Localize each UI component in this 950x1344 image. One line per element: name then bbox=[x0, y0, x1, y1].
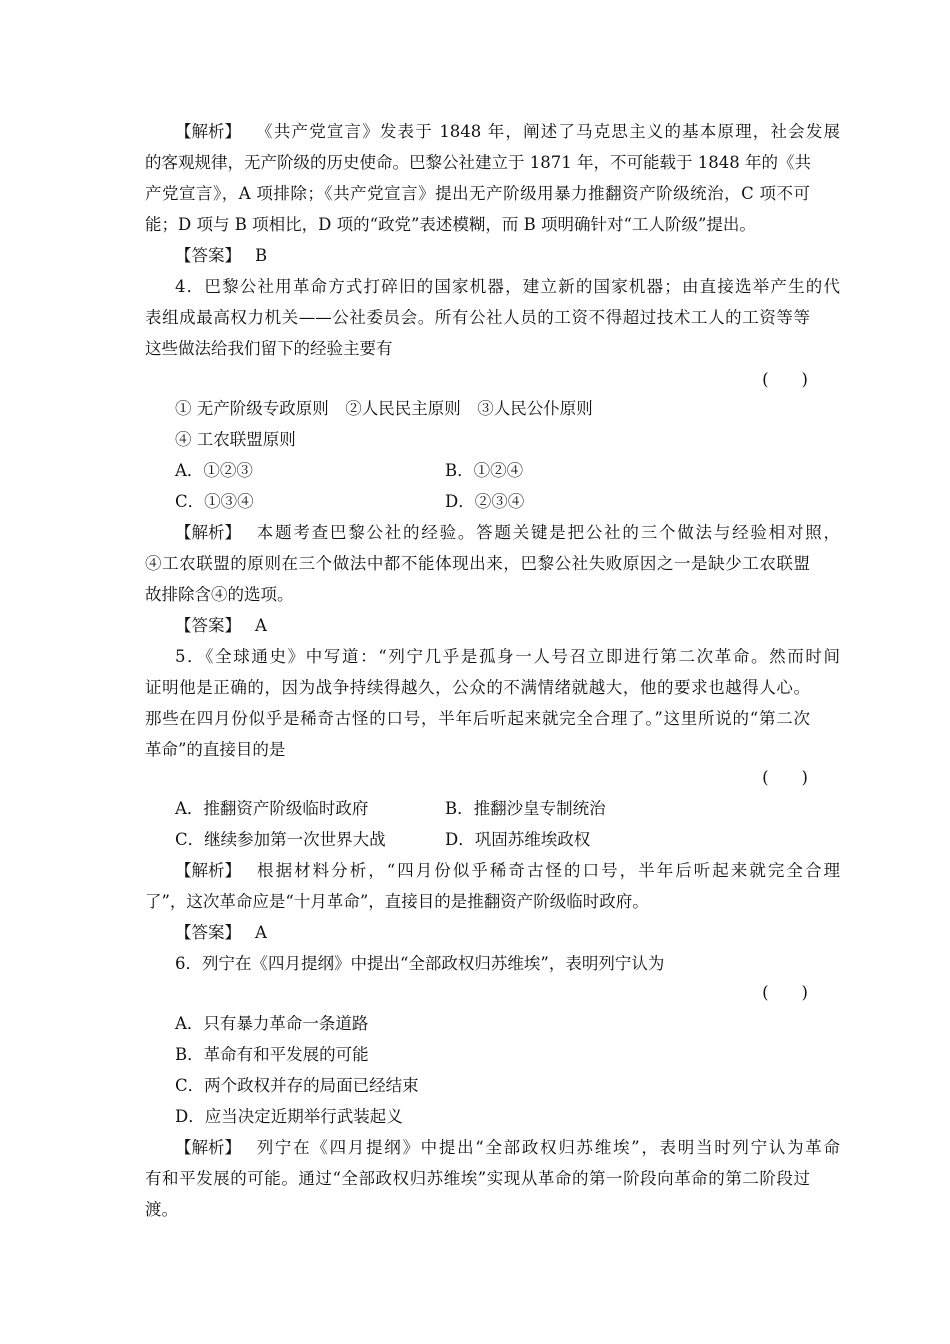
q4-answer bbox=[175, 616, 840, 636]
q6-option-d: D．应当决定近期举行武装起义 bbox=[175, 1107, 403, 1126]
q6-analysis-line-1: 【解析】 列宁在《四月提纲》中提出“全部政权归苏维埃”，表明当时列宁认为革命 bbox=[175, 1138, 840, 1157]
q6-option-a: A．只有暴力革命一条道路 bbox=[175, 1014, 369, 1033]
q4-answer-value: A bbox=[255, 616, 267, 635]
q6-option-b: B．革命有和平发展的可能 bbox=[175, 1045, 369, 1064]
q5-answer-blank: ( ) bbox=[762, 768, 808, 787]
q5-stem-line-2: 证明他是正确的，因为战争持续得越久，公众的不满情绪就越大，他的要求也越得人心。 bbox=[145, 678, 810, 697]
q5-option-d: D．巩固苏维埃政权 bbox=[445, 830, 591, 849]
q5-stem-line-4: 革命”的直接目的是 bbox=[145, 740, 286, 759]
answer-label: 【答案】 bbox=[175, 923, 241, 942]
q6-answer-blank: ( ) bbox=[762, 983, 808, 1002]
q6-analysis-line-3: 渡。 bbox=[145, 1200, 178, 1219]
q3-answer bbox=[175, 246, 840, 266]
q4-stem-line-3: 这些做法给我们留下的经验主要有 bbox=[145, 339, 393, 358]
q5-option-a: A．推翻资产阶级临时政府 bbox=[175, 799, 369, 818]
q4-answer-blank: ( ) bbox=[762, 370, 808, 389]
q4-option-b: B．①②④ bbox=[445, 461, 524, 480]
q4-stem-line-1: 4．巴黎公社用革命方式打碎旧的国家机器，建立新的国家机器；由直接选举产生的代 bbox=[175, 277, 840, 296]
q3-answer-value: B bbox=[255, 246, 268, 265]
q5-answer-value: A bbox=[255, 923, 267, 942]
q4-items-line-2: ④ 工农联盟原则 bbox=[175, 430, 296, 449]
q5-option-b: B．推翻沙皇专制统治 bbox=[445, 799, 606, 818]
q4-stem-line-2: 表组成最高权力机关——公社委员会。所有公社人员的工资不得超过技术工人的工资等等 bbox=[145, 308, 810, 327]
analysis-label: 【解析】 bbox=[175, 122, 241, 141]
q6-option-c: C．两个政权并存的局面已经结束 bbox=[175, 1076, 419, 1095]
q3-analysis-line-4: 能；D 项与 B 项相比，D 项的“政党”表述模糊，而 B 项明确针对“工人阶级”提出。 bbox=[145, 215, 756, 234]
q4-option-c: C．①③④ bbox=[175, 492, 254, 511]
answer-label: 【答案】 bbox=[175, 616, 241, 635]
q4-analysis-line-2: ④工农联盟的原则在三个做法中都不能体现出来，巴黎公社失败原因之一是缺少工农联盟 bbox=[145, 554, 810, 573]
q5-stem-line-3: 那些在四月份似乎是稀奇古怪的口号，半年后听起来就完全合理了。”这里所说的“第二次 bbox=[145, 709, 810, 728]
q5-answer bbox=[175, 923, 840, 943]
q3-analysis-line-1: 【解析】 《共产党宣言》发表于 1848 年，阐述了马克思主义的基本原理，社会发展 bbox=[175, 122, 840, 141]
q4-analysis-line-3: 故排除含④的选项。 bbox=[145, 585, 294, 604]
q3-analysis-line-2: 的客观规律，无产阶级的历史使命。巴黎公社建立于 1871 年，不可能载于 1848 年的《共 bbox=[145, 153, 811, 172]
q6-analysis-line-2: 有和平发展的可能。通过“全部政权归苏维埃”实现从革命的第一阶段向革命的第二阶段过 bbox=[145, 1169, 810, 1188]
analysis-label: 【解析】 bbox=[175, 1138, 241, 1157]
q4-option-a: A．①②③ bbox=[175, 461, 253, 480]
q5-analysis-line-1: 【解析】 根据材料分析，“四月份似乎稀奇古怪的口号，半年后听起来就完全合理 bbox=[175, 861, 840, 880]
q6-stem: 6．列宁在《四月提纲》中提出“全部政权归苏维埃”，表明列宁认为 bbox=[175, 954, 665, 973]
answer-label: 【答案】 bbox=[175, 246, 241, 265]
q4-analysis-line-1: 【解析】 本题考查巴黎公社的经验。答题关键是把公社的三个做法与经验相对照， bbox=[175, 523, 840, 542]
q4-items-line-1: ① 无产阶级专政原则 ②人民民主原则 ③人民公仆原则 bbox=[175, 399, 593, 418]
q5-option-c: C．继续参加第一次世界大战 bbox=[175, 830, 386, 849]
q5-stem-line-1: 5．《全球通史》中写道：“列宁几乎是孤身一人号召立即进行第二次革命。然而时间 bbox=[175, 647, 840, 666]
q4-option-d: D．②③④ bbox=[445, 492, 525, 511]
analysis-label: 【解析】 bbox=[175, 523, 241, 542]
q5-analysis-line-2: 了”，这次革命应是“十月革命”，直接目的是推翻资产阶级临时政府。 bbox=[145, 892, 649, 911]
q3-analysis-line-3: 产党宣言》，A 项排除；《共产党宣言》提出无产阶级用暴力推翻资产阶级统治，C 项不可 bbox=[145, 184, 810, 203]
analysis-label: 【解析】 bbox=[175, 861, 241, 880]
